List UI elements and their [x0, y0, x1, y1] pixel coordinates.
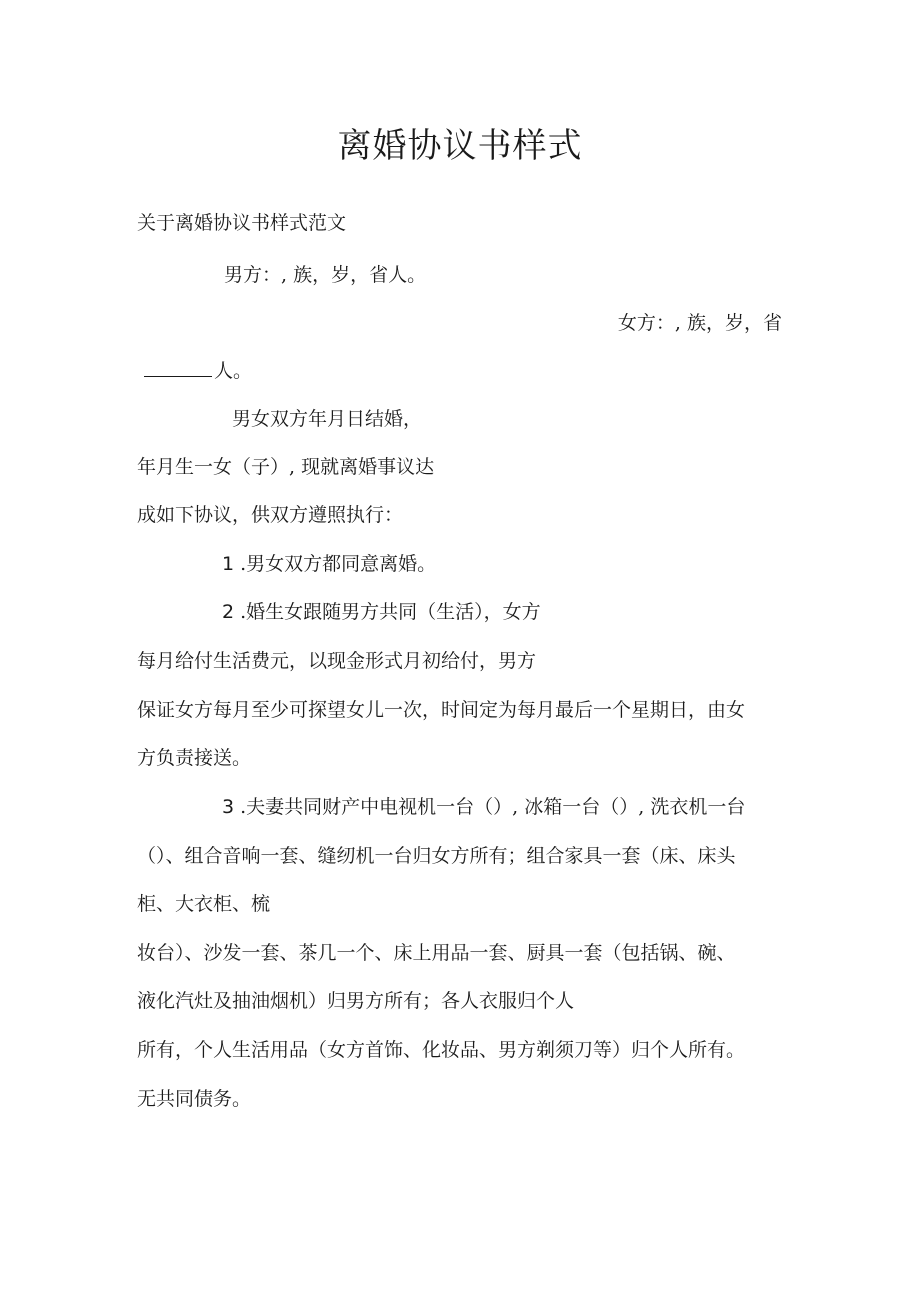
clause-2-number: 2	[222, 601, 235, 623]
clause-2-line-4: 方负责接送。	[137, 747, 252, 769]
blank-underline	[144, 358, 212, 377]
clause-1-text: .男女双方都同意离婚。	[240, 553, 437, 575]
clause-2-text: .婚生女跟随男方共同（生活），女方	[240, 601, 541, 623]
clause-3-line-5: 液化汽灶及抽油烟机）归男方所有；各人衣服归个人	[137, 990, 575, 1012]
clause-2-line-2: 每月给付生活费元，以现金形式月初给付，男方	[137, 650, 537, 672]
clause-3-number: 3	[222, 796, 235, 818]
female-party-line-continued	[144, 358, 252, 384]
clause-3	[222, 794, 745, 820]
clause-3-line-4: 妆台）、沙发一套、茶几一个、床上用品一套、厨具一套（包括锅、碗、	[137, 942, 736, 964]
marriage-line: 男女双方年月日结婚，	[232, 408, 423, 430]
male-party-line: 男方：, 族，岁，省人。	[224, 264, 427, 286]
clause-3-line-2: （）、组合音响一套、缝纫机一台归女方所有；组合家具一套（床、床头	[137, 845, 736, 867]
document-title: 离婚协议书样式	[337, 126, 583, 166]
subtitle-line: 关于离婚协议书样式范文	[137, 212, 347, 234]
clause-2	[222, 599, 541, 625]
clause-2-line-3: 保证女方每月至少可探望女儿一次，时间定为每月最后一个星期日，由女	[137, 699, 746, 721]
clause-1-number: 1	[222, 553, 235, 575]
clause-3-line-7: 无共同债务。	[137, 1088, 252, 1110]
agreement-intro-line: 成如下协议，供双方遵照执行：	[137, 504, 404, 526]
clause-3-line-6: 所有，个人生活用品（女方首饰、化妆品、男方剃须刀等）归个人所有。	[137, 1039, 746, 1061]
clause-1	[222, 551, 436, 577]
female-party-suffix: 人。	[214, 360, 253, 382]
clause-3-text: .夫妻共同财产中电视机一台（）, 冰箱一台（）, 洗衣机一台	[240, 796, 746, 818]
female-party-line: 女方：, 族，岁，省	[617, 312, 782, 334]
child-line: 年月生一女（子）, 现就离婚事议达	[137, 456, 435, 478]
clause-3-line-3: 柜、大衣柜、梳	[137, 893, 271, 915]
